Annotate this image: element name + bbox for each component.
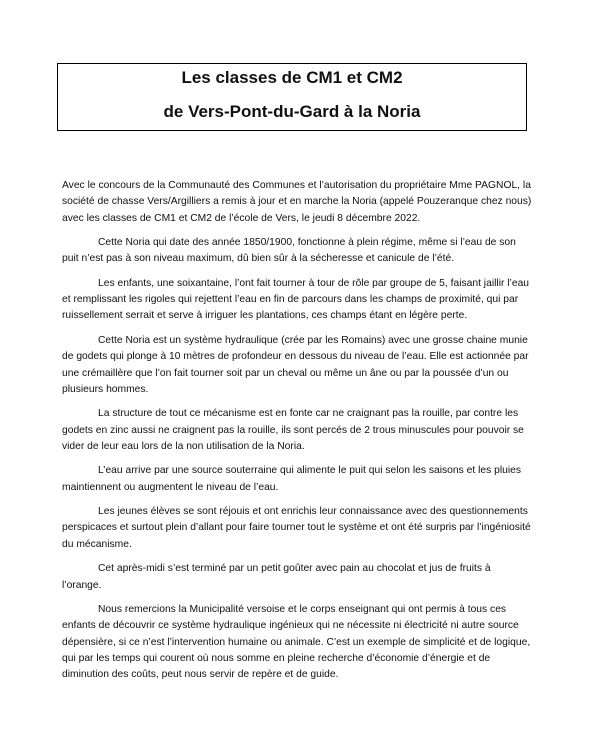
title-box [57, 63, 527, 131]
paragraph-snack: Cet après-midi s’est terminé par un petit goûter avec pain au chocolat et jus de fruits à l’orange. [62, 563, 491, 591]
document-title-line-2: de Vers-Pont-du-Gard à la Noria [163, 102, 421, 121]
document-title-line-1: Les classes de CM1 et CM2 [181, 68, 403, 87]
paragraph-students: Les jeunes élèves se sont réjouis et ont enrichis leur connaissance avec des questionnements perspicaces et surtout plein d’allant pour faire tourner tout le système et ont été surpris par l’ingéniosité du mécanisme. [62, 506, 531, 550]
paragraph-thanks: Nous remercions la Municipalité versoise et le corps enseignant qui ont permis à tous ces enfants de découvrir ce système hydraulique ingénieux qui ne nécessite ni électricité ni autre source dépensière, si ce n’est l’intervention humaine ou animale. C’est un exemple de simplicité et de logique, qui par les temps qui courent où nous somme en pleine recherche d’économie d’énergie et de diminution des coûts, peut nous servir de repère et de guide. [62, 604, 531, 681]
paragraph-hydraulic-system: Cette Noria est un système hydraulique (crée par les Romains) avec une grosse chaine munie de godets qui plonge à 10 mètres de profondeur en dessous du niveau de l’eau. Elle est actionnée par une crémaillère que l’on fait tourner soit par un cheval ou même un âne ou par la poussée d’un ou plusieurs hommes. [62, 334, 529, 395]
article-body [62, 178, 532, 692]
paragraph-structure: La structure de tout ce mécanisme est en fonte car ne craignant pas la rouille, par contre les godets en zinc aussi ne craignent pas la rouille, ils sont percés de 2 trous minuscules pour pouvoir se vider de leur eau lors de la non utilisation de la Noria. [62, 408, 524, 452]
paragraph-noria-date: Cette Noria qui date des année 1850/1900, fonctionne à plein régime, même si l’eau de son puit n’est pas à son niveau maximum, dû bien sûr à la sécheresse et canicule de l’été. [62, 237, 516, 265]
paragraph-intro: Avec le concours de la Communauté des Communes et l’autorisation du propriétaire Mme PAGNOL, la société de chasse Vers/Argilliers a remis à jour et en marche la Noria (appelé Pouzeranque chez nous) avec les classes de CM1 et CM2 de l’école de Vers, le jeudi 8 décembre 2022. [62, 180, 532, 224]
paragraph-children: Les enfants, une soixantaine, l’ont fait tourner à tour de rôle par groupe de 5, faisant jaillir l’eau et remplissant les rigoles qui rejettent l’eau en fin de parcours dans les champs de proximité, qui par ruissellement serrait et serve à irriguer les plantations, ces champs étant en légère perte. [62, 277, 530, 322]
paragraph-water-source: L’eau arrive par une source souterraine qui alimente le puit qui selon les saisons et les pluies maintiennent ou augmentent le niveau de l’eau. [62, 465, 521, 493]
